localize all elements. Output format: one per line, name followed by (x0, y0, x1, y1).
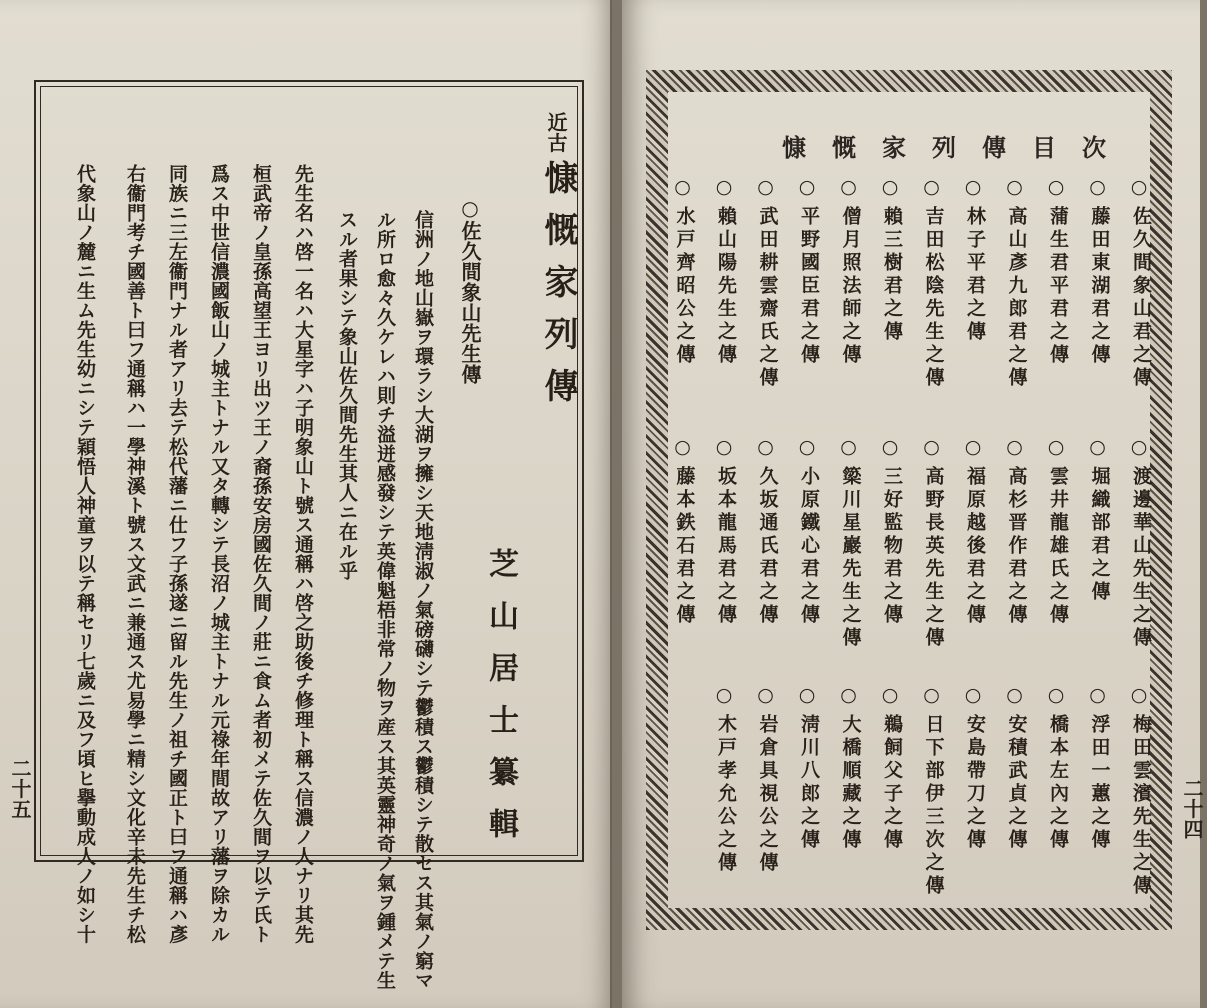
toc-entry: 高野長英先生之傳 (922, 466, 945, 650)
subtitle: ○佐久間象山先生傳 (458, 196, 482, 385)
toc-bullet-icon: ○ (920, 436, 943, 459)
body-line-3: スル者果シテ象山佐久間先生其人ニ在ル乎 (336, 210, 358, 581)
toc-bullet-icon: ○ (920, 176, 943, 199)
toc-bullet-icon: ○ (920, 684, 943, 707)
body-line-7: 同族ニ三左衞門ナル者アリ去テ松代藩ニ仕フ子孫遂ニ留ル先生ノ祖チ國正ト曰フ通稱ハ彥 (166, 164, 188, 944)
toc-entry: 大橋順藏之傳 (839, 714, 862, 852)
toc-entry: 木戸孝允公之傳 (715, 714, 737, 875)
right-page (622, 0, 1204, 1008)
toc-entry: 堀織部君之傳 (1088, 466, 1111, 604)
toc-entry: 三好監物君之傳 (881, 466, 903, 627)
toc-entry: 岩倉具視公之傳 (756, 714, 779, 875)
toc-entry: 林子平君之傳 (964, 206, 986, 344)
toc-entry: 高山彥九郎君之傳 (1005, 206, 1028, 390)
page-number-right: 二十四 (1180, 778, 1204, 840)
toc-bullet-icon: ○ (713, 176, 735, 199)
toc-entry: 日下部伊三次之傳 (922, 714, 945, 898)
toc-bullet-icon: ○ (879, 176, 901, 199)
toc-title: 慷慨家列傳目次 (782, 133, 1132, 162)
toc-entry: 蒲生君平君之傳 (1047, 206, 1069, 367)
toc-entry: 藤田東湖君之傳 (1088, 206, 1111, 367)
toc-entry: 僧月照法師之傳 (839, 206, 862, 367)
toc-bullet-icon: ○ (879, 436, 901, 459)
toc-entry: 安島帶刀之傳 (964, 714, 986, 852)
toc-bullet-icon: ○ (962, 684, 984, 707)
body-line-8: 右衞門考チ國善ト曰フ通稱ハ一學神溪ト號ス文武ニ兼通ス尤易學ニ精シ文化辛未先生チ松 (124, 164, 146, 944)
toc-entry: 橋本左內之傳 (1047, 714, 1069, 852)
toc-bullet-icon: ○ (1045, 436, 1067, 459)
toc-entry: 簗川星巖先生之傳 (839, 466, 862, 650)
body-line-2: ル所ロ愈々久ケレハ則チ溢迸感發シテ英偉魁梧非常ノ物ヲ産ス其英靈神奇ノ氣ヲ鍾メテ生 (374, 210, 396, 990)
toc-entry: 藤本鉄石君之傳 (673, 466, 696, 627)
toc-bullet-icon: ○ (837, 436, 860, 459)
toc-entry: 安積武貞之傳 (1005, 714, 1028, 852)
author: 芝山居士纂輯 (483, 548, 518, 860)
toc-bullet-icon: ○ (1003, 436, 1026, 459)
body-line-6: 爲ス中世信濃國飯山ノ城主トナル又タ轉シテ長沼ノ城主トナル元祿年間故アリ藩ヲ除カル (208, 164, 230, 944)
toc-bullet-icon: ○ (962, 436, 984, 459)
toc-entry: 小原鐵心君之傳 (798, 466, 820, 627)
toc-bullet-icon: ○ (1086, 176, 1109, 199)
toc-bullet-icon: ○ (1086, 684, 1109, 707)
toc-entry: 浮田一蕙之傳 (1088, 714, 1111, 852)
toc-entry: 高杉晋作君之傳 (1005, 466, 1028, 627)
toc-bullet-icon: ○ (796, 176, 818, 199)
toc-bullet-icon: ○ (879, 684, 901, 707)
toc-bullet-icon: ○ (671, 176, 694, 199)
toc-bullet-icon: ○ (1086, 436, 1109, 459)
toc-entry: 雲井龍雄氏之傳 (1047, 466, 1069, 627)
toc-bullet-icon: ○ (837, 176, 860, 199)
toc-entry: 賴三樹君之傳 (881, 206, 903, 344)
toc-bullet-icon: ○ (1128, 176, 1150, 199)
body-line-5: 桓武帝ノ皇孫高望王ヨリ出ツ王ノ裔孫安房國佐久間ノ莊ニ食ム者初メテ佐久間ヲ以テ氏ト (250, 164, 272, 944)
toc-bullet-icon: ○ (671, 436, 694, 459)
toc-entry: 淸川八郎之傳 (798, 714, 820, 852)
toc-bullet-icon: ○ (1128, 436, 1150, 459)
toc-entry: 水戸齊昭公之傳 (673, 206, 696, 367)
toc-bullet-icon: ○ (754, 436, 777, 459)
toc-entry: 鵜飼父子之傳 (881, 714, 903, 852)
toc-bullet-icon: ○ (796, 436, 818, 459)
toc-entry: 佐久間象山君之傳 (1130, 206, 1152, 390)
toc-entry: 平野國臣君之傳 (798, 206, 820, 367)
toc-bullet-icon: ○ (796, 684, 818, 707)
toc-bullet-icon: ○ (713, 436, 735, 459)
toc-bullet-icon: ○ (713, 684, 735, 707)
toc-bullet-icon: ○ (837, 684, 860, 707)
toc-entry: 渡邊華山先生之傳 (1130, 466, 1152, 650)
toc-bullet-icon: ○ (754, 684, 777, 707)
toc-entry: 武田耕雲齋氏之傳 (756, 206, 779, 390)
body-line-9: 代象山ノ麓ニ生ム先生幼ニシテ穎悟人神童ヲ以テ稱セリ七歲ニ及フ頃ヒ擧動成人ノ如シ十 (74, 164, 96, 944)
toc-bullet-icon: ○ (1003, 684, 1026, 707)
toc-entry: 賴山陽先生之傳 (715, 206, 737, 367)
toc-entry: 梅田雲濱先生之傳 (1130, 714, 1152, 898)
body-line-1: 信洲ノ地山嶽ヲ環ラシ大湖ヲ擁シ天地淸淑ノ氣磅礴シテ鬱積ス鬱積シテ散セス其氣ノ窮マ (412, 210, 434, 990)
toc-bullet-icon: ○ (1003, 176, 1026, 199)
toc-entry: 吉田松陰先生之傳 (922, 206, 945, 390)
toc-bullet-icon: ○ (754, 176, 777, 199)
toc-entry: 久坂通氏君之傳 (756, 466, 779, 627)
toc-bullet-icon: ○ (1045, 176, 1067, 199)
toc-entry: 坂本龍馬君之傳 (715, 466, 737, 627)
toc-bullet-icon: ○ (1128, 684, 1150, 707)
heading-title: 慷慨家列傳 (538, 160, 578, 420)
body-line-4: 先生名ハ啓一名ハ大星字ハ子明象山ト號ス通稱ハ啓之助後チ修理ト稱ス信濃ノ人ナリ其先 (292, 164, 314, 944)
page-number-left: 二十五 (8, 758, 32, 820)
toc-entry: 福原越後君之傳 (964, 466, 986, 627)
heading-small: 近古 (544, 112, 568, 153)
toc-bullet-icon: ○ (1045, 684, 1067, 707)
toc-bullet-icon: ○ (962, 176, 984, 199)
